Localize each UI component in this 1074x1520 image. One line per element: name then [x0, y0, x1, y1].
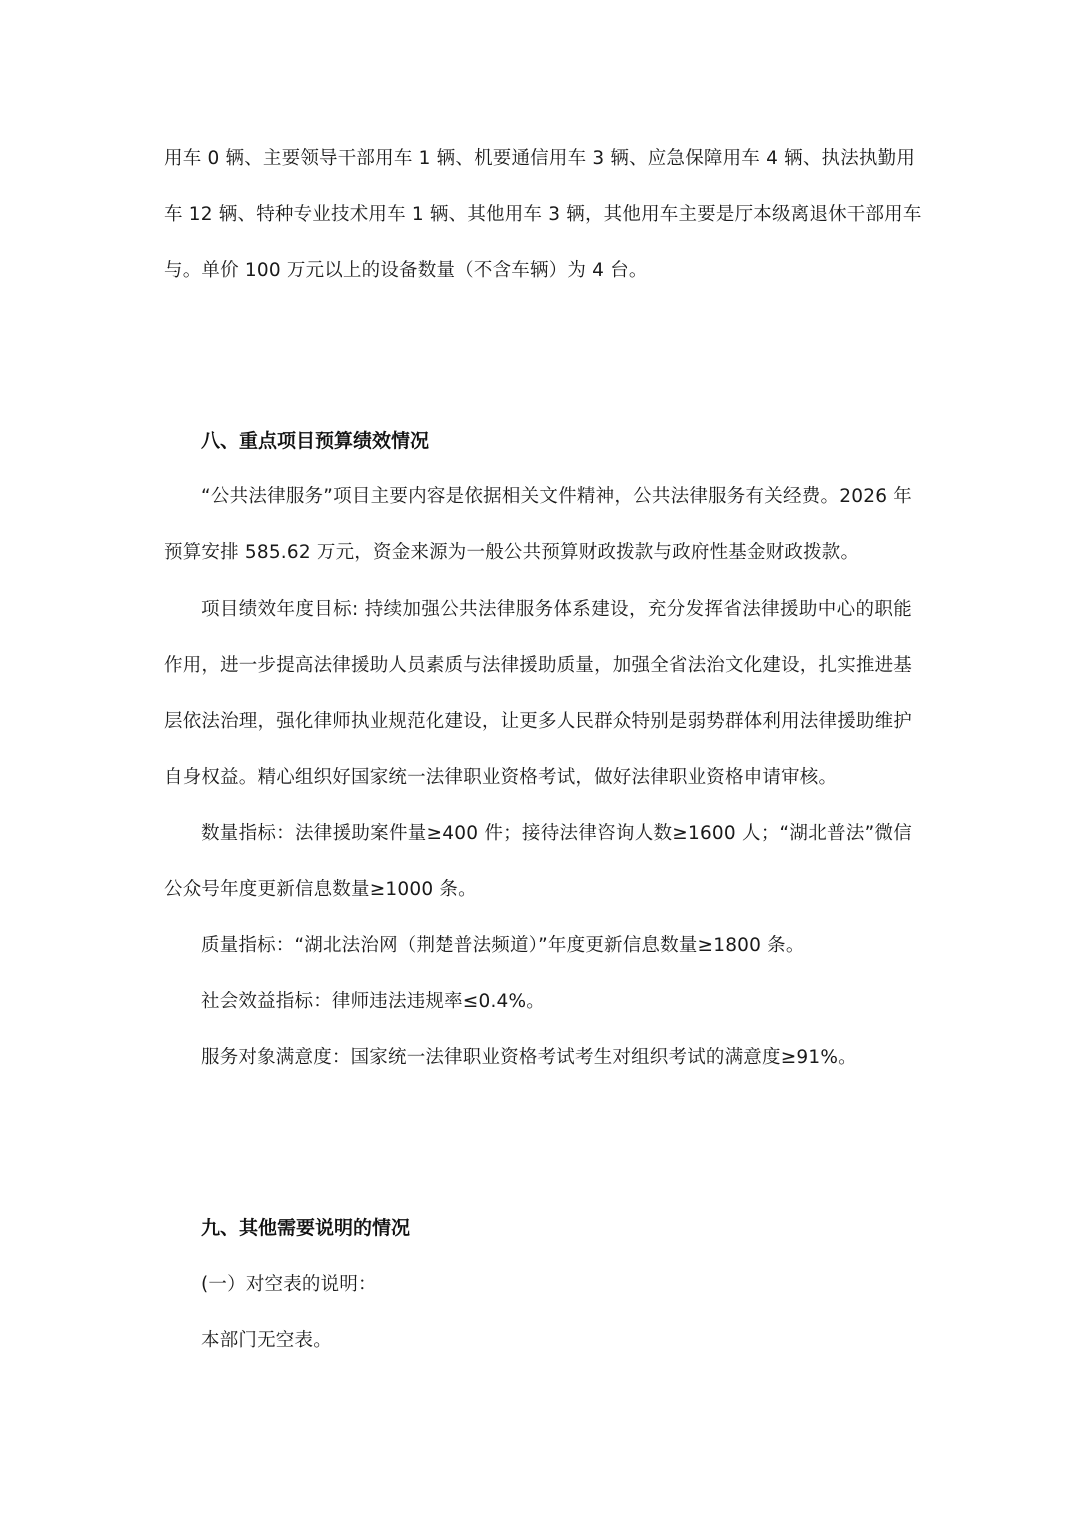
paragraph-line: 本部门无空表。: [201, 1330, 332, 1351]
paragraph-line: 车 12 辆、特种专业技术用车 1 辆、其他用车 3 辆，其他用车主要是厅本级离退休干部用车: [164, 204, 922, 225]
quantity-indicator-line: 公众号年度更新信息数量≥1000 条。: [164, 879, 477, 900]
section-heading: 九、其他需要说明的情况: [201, 1217, 411, 1239]
paragraph-line: 作用，进一步提高法律援助人员素质与法律援助质量，加强全省法治文化建设，扎实推进基: [164, 655, 913, 676]
satisfaction-indicator: 服务对象满意度：国家统一法律职业资格考试考生对组织考试的满意度≥91%。: [201, 1047, 857, 1068]
paragraph-line: 层依法治理，强化律师执业规范化建设，让更多人民群众特别是弱势群体利用法律援助维护: [164, 711, 913, 732]
paragraph-line: 预算安排 585.62 万元，资金来源为一般公共预算财政拨款与政府性基金财政拨款。: [164, 542, 860, 563]
paragraph-line: 自身权益。精心组织好国家统一法律职业资格考试，做好法律职业资格申请审核。: [164, 767, 838, 788]
paragraph-line: 项目绩效年度目标: 持续加强公共法律服务体系建设，充分发挥省法律援助中心的职能: [201, 599, 912, 620]
quantity-indicator-line: 数量指标：法律援助案件量≥400 件；接待法律咨询人数≥1600 人；“湖北普法”微信: [201, 823, 912, 844]
paragraph-line: 用车 0 辆、主要领导干部用车 1 辆、机要通信用车 3 辆、应急保障用车 4 辆、执法执勤用: [164, 148, 916, 169]
section-heading: 八、重点项目预算绩效情况: [201, 430, 430, 452]
paragraph-line: 与。单价 100 万元以上的设备数量（不含车辆）为 4 台。: [164, 260, 648, 281]
sub-heading: (一）对空表的说明：: [201, 1274, 377, 1295]
quality-indicator: 质量指标：“湖北法治网（荆楚普法频道）”年度更新信息数量≥1800 条。: [201, 935, 805, 956]
paragraph-line: “公共法律服务”项目主要内容是依据相关文件精神，公共法律服务有关经费。2026 年: [201, 486, 912, 507]
social-benefit-indicator: 社会效益指标：律师违法违规率≤0.4%。: [201, 991, 546, 1012]
